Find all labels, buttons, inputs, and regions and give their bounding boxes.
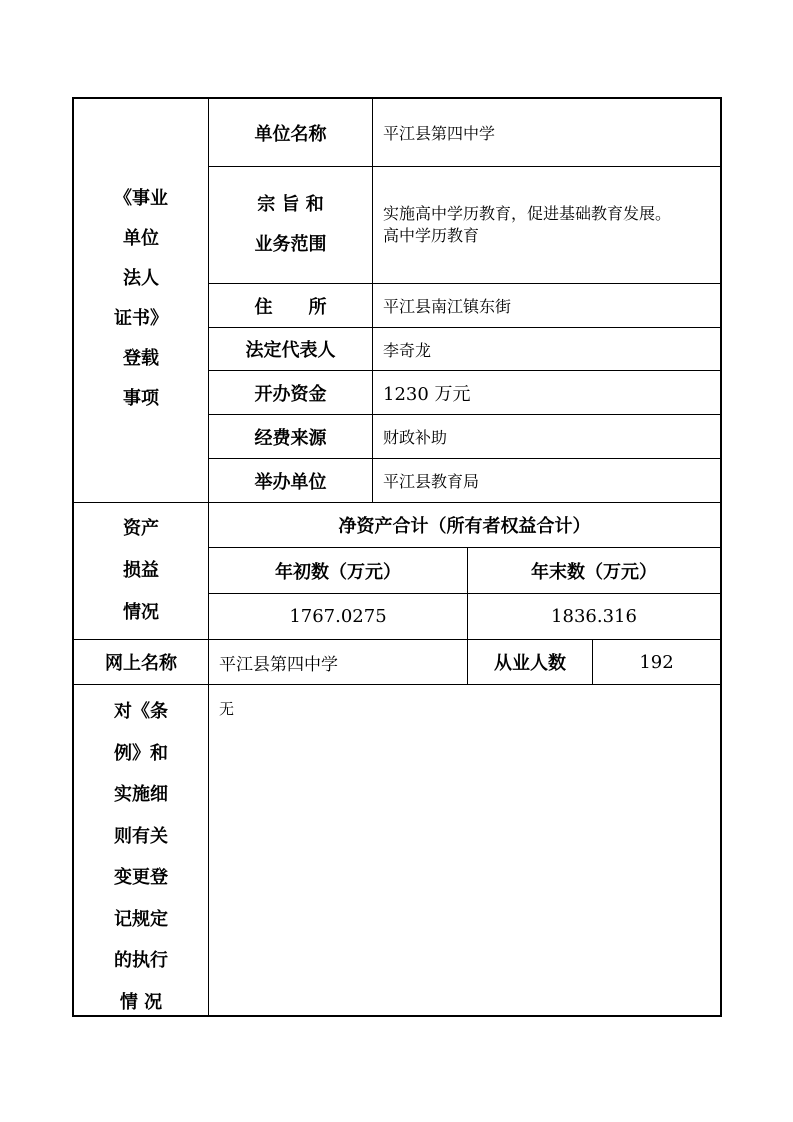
net-assets-header: 净资产合计（所有者权益合计） (338, 516, 591, 537)
registration-side-label (74, 169, 208, 429)
purpose-value-line: 高中学历教育 (383, 226, 480, 245)
legal-rep-value: 李奇龙 (383, 340, 432, 360)
sponsor-value: 平江县教育局 (383, 472, 480, 491)
assets-side-label-line: 情况 (123, 602, 159, 623)
legal-rep-label: 法定代表人 (245, 340, 336, 361)
begin-year-label: 年初数（万元） (275, 561, 401, 583)
begin-year-value: 1767.0275 (289, 606, 387, 627)
assets-side-label (74, 503, 208, 639)
purpose-label (209, 167, 372, 283)
purpose-value (373, 167, 720, 283)
online-name-value: 平江县第四中学 (219, 654, 338, 675)
purpose-label-line: 业务范围 (254, 234, 327, 255)
unit-name-value: 平江县第四中学 (383, 124, 496, 143)
side-label-line: 登载 (123, 348, 159, 369)
compliance-side-label-line: 记规定 (114, 908, 168, 930)
end-year-label: 年末数（万元） (531, 561, 657, 583)
staff-count-label: 从业人数 (494, 653, 566, 674)
online-name-label: 网上名称 (105, 653, 177, 674)
capital-value: 1230 万元 (383, 383, 471, 405)
purpose-label-line: 宗 旨 和 (257, 194, 324, 215)
side-label-line: 法人 (123, 268, 159, 289)
registration-form (72, 97, 722, 1017)
compliance-side-label-line: 例》和 (114, 742, 168, 764)
compliance-side-label-line: 的执行 (114, 950, 168, 971)
address-label: 住 所 (254, 296, 327, 318)
capital-label: 开办资金 (254, 383, 327, 405)
funding-value: 财政补助 (383, 428, 448, 447)
compliance-side-label (74, 689, 208, 1019)
compliance-side-label-line: 对《条 (114, 701, 168, 722)
compliance-side-label-line: 情 况 (119, 991, 163, 1013)
address-value: 平江县南江镇东街 (383, 297, 512, 316)
divider (74, 684, 720, 685)
funding-label: 经费来源 (254, 427, 327, 449)
side-label-line: 证书》 (114, 308, 168, 329)
staff-count-value: 192 (639, 651, 674, 673)
unit-name-label: 单位名称 (254, 123, 327, 145)
side-label-line: 事项 (123, 388, 159, 409)
compliance-side-label-line: 变更登 (114, 867, 168, 888)
side-label-line: 《事业 (114, 188, 168, 209)
compliance-side-label-line: 则有关 (114, 825, 168, 847)
sponsor-label: 举办单位 (254, 471, 327, 493)
compliance-side-label-line: 实施细 (114, 784, 168, 805)
purpose-value-line: 实施高中学历教育，促进基础教育发展。 (383, 204, 672, 223)
end-year-value: 1836.316 (551, 606, 637, 627)
assets-side-label-line: 损益 (123, 560, 159, 581)
compliance-value: 无 (219, 699, 235, 718)
assets-side-label-line: 资产 (123, 518, 159, 539)
side-label-line: 单位 (123, 228, 159, 249)
